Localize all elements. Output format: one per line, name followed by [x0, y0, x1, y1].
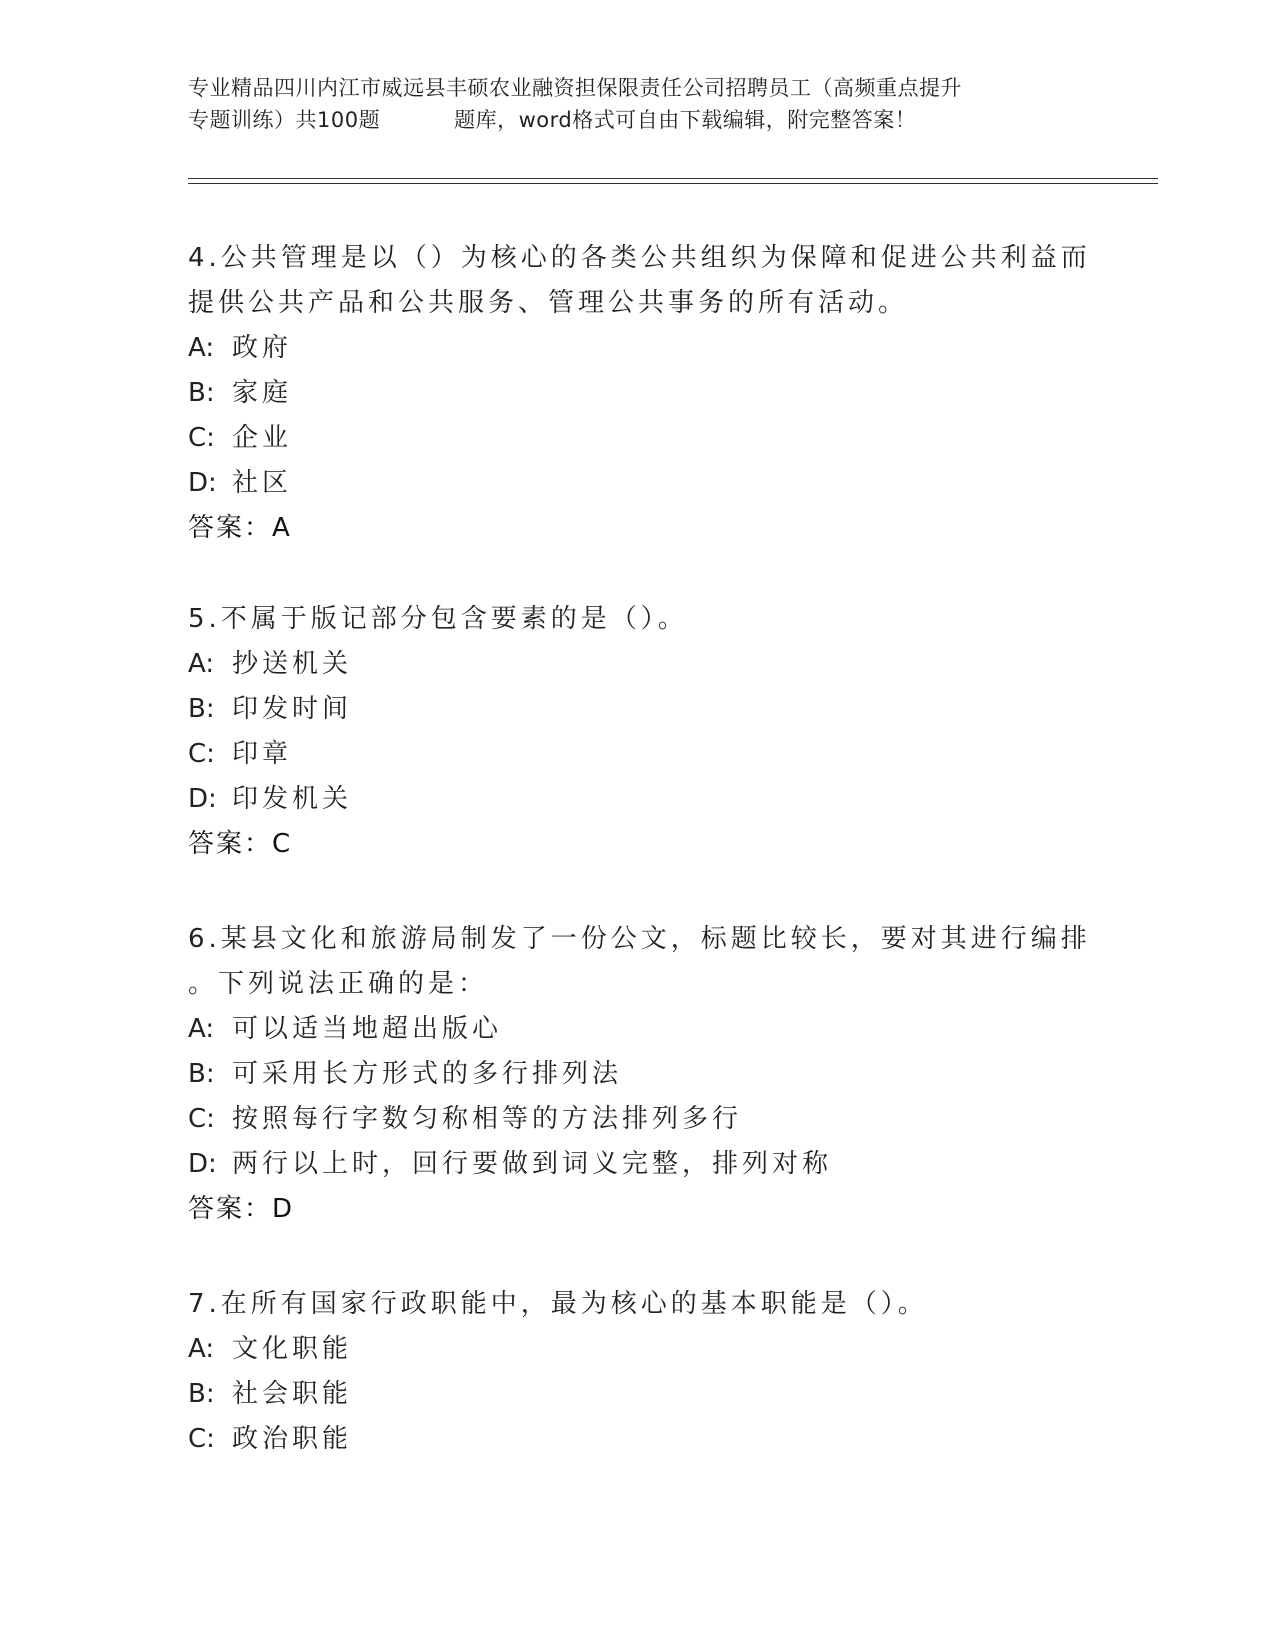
header-line-2	[188, 104, 1088, 136]
question-text	[188, 1282, 1088, 1327]
option-letter: C:	[188, 1424, 215, 1454]
question-text	[188, 917, 1091, 1007]
option-letter: B:	[188, 378, 215, 408]
option-text: 抄送机关	[232, 649, 353, 679]
option-text: 社会职能	[232, 1379, 353, 1409]
option-c	[188, 732, 1088, 777]
option-b	[188, 1052, 1088, 1097]
option-text: 印章	[232, 739, 293, 769]
answer-line	[188, 1187, 1088, 1232]
option-text: 可采用长方形式的多行排列法	[232, 1059, 623, 1089]
option-text: 印发机关	[232, 784, 353, 814]
option-a	[188, 1007, 1088, 1052]
option-d	[188, 777, 1088, 822]
answer-value: A	[272, 513, 290, 543]
question-text-line: 。下列说法正确的是：	[188, 969, 489, 999]
option-letter: C:	[188, 1104, 215, 1134]
option-text: 文化职能	[232, 1334, 353, 1364]
question-5	[188, 597, 1088, 867]
answer-label: 答案：	[188, 1194, 273, 1224]
question-4	[188, 236, 1091, 551]
option-text: 印发时间	[232, 694, 353, 724]
option-letter: D:	[188, 468, 217, 498]
answer-line	[188, 506, 1088, 551]
header-line-2-part-a: 专题训练）共100题	[188, 108, 381, 132]
header-divider-top	[188, 178, 1158, 179]
option-text: 两行以上时，回行要做到词义完整，排列对称	[232, 1149, 833, 1179]
option-letter: B:	[188, 1379, 215, 1409]
option-text: 政府	[232, 333, 293, 363]
option-a	[188, 326, 1088, 371]
answer-line	[188, 822, 1088, 867]
document-header	[188, 72, 1088, 136]
option-text: 政治职能	[232, 1424, 353, 1454]
option-letter: C:	[188, 423, 215, 453]
option-c	[188, 1097, 1088, 1142]
option-letter: A:	[188, 333, 215, 363]
option-text: 家庭	[232, 378, 293, 408]
option-d	[188, 461, 1088, 506]
option-letter: A:	[188, 1014, 215, 1044]
option-letter: D:	[188, 784, 217, 814]
option-text: 社区	[232, 468, 293, 498]
question-text-line: 提供公共产品和公共服务、管理公共事务的所有活动。	[188, 288, 909, 318]
option-text: 按照每行字数匀称相等的方法排列多行	[232, 1104, 743, 1134]
answer-label: 答案：	[188, 513, 273, 543]
option-b	[188, 1372, 1088, 1417]
answer-value: C	[272, 829, 291, 859]
header-divider-bottom	[188, 183, 1158, 184]
option-d	[188, 1142, 1088, 1187]
question-7	[188, 1282, 1088, 1462]
question-text	[188, 236, 1091, 326]
option-text: 企业	[232, 423, 293, 453]
option-c	[188, 1417, 1088, 1462]
answer-value: D	[272, 1194, 293, 1224]
option-letter: B:	[188, 694, 215, 724]
option-letter: B:	[188, 1059, 215, 1089]
option-letter: C:	[188, 739, 215, 769]
question-text-line: 6.某县文化和旅游局制发了一份公文，标题比较长，要对其进行编排	[188, 924, 1091, 954]
option-letter: A:	[188, 1334, 215, 1364]
header-line-1: 专业精品四川内江市威远县丰硕农业融资担保限责任公司招聘员工（高频重点提升	[188, 76, 962, 100]
option-text: 可以适当地超出版心	[232, 1014, 503, 1044]
question-text-line: 4.公共管理是以（）为核心的各类公共组织为保障和促进公共利益而	[188, 243, 1091, 273]
option-b	[188, 687, 1088, 732]
option-b	[188, 371, 1088, 416]
option-a	[188, 1327, 1088, 1372]
option-letter: A:	[188, 649, 215, 679]
answer-label: 答案：	[188, 829, 273, 859]
question-6	[188, 917, 1091, 1232]
option-a	[188, 642, 1088, 687]
question-text	[188, 597, 1088, 642]
question-text-line: 7.在所有国家行政职能中，最为核心的基本职能是（）。	[188, 1289, 928, 1319]
header-line-2-part-b: 题库，word格式可自由下载编辑，附完整答案！	[454, 108, 917, 132]
question-text-line: 5.不属于版记部分包含要素的是（）。	[188, 604, 688, 634]
option-letter: D:	[188, 1149, 217, 1179]
option-c	[188, 416, 1088, 461]
